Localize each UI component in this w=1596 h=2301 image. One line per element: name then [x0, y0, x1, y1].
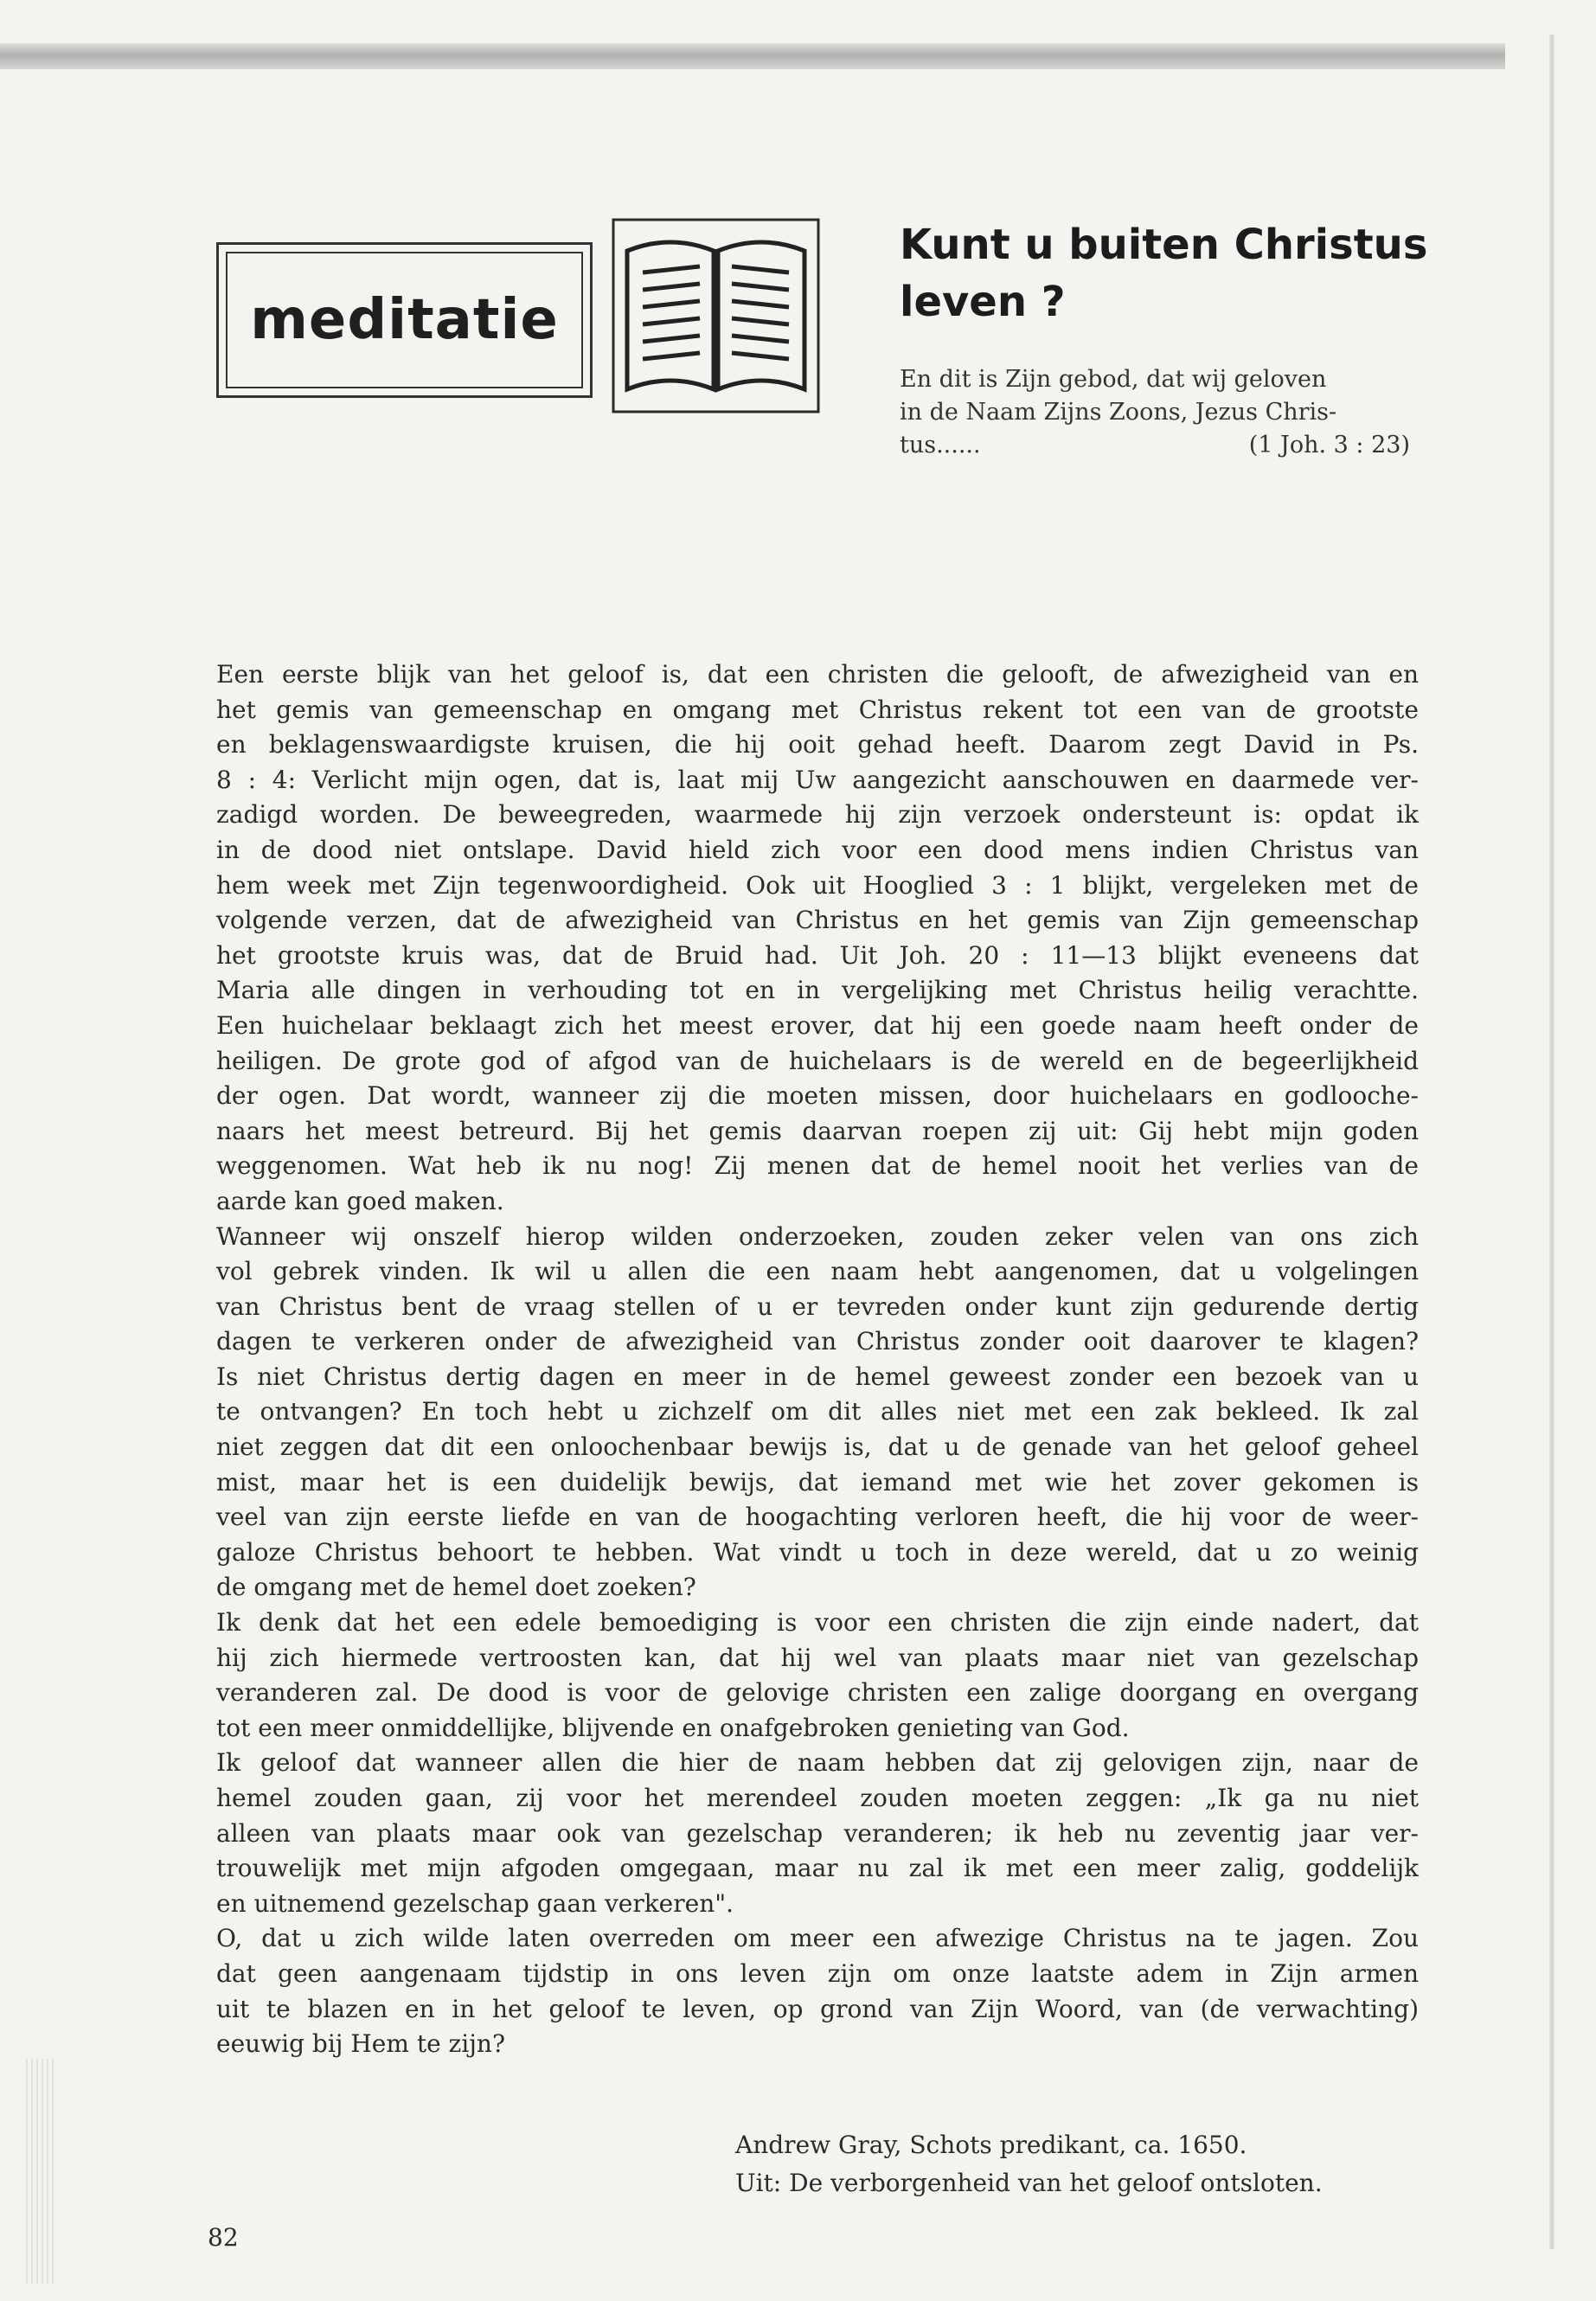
- body-line: hij zich hiermede vertroosten kan, dat hij wel van plaats maar niet van gezelschap: [216, 1643, 1419, 1672]
- title-line: leven ?: [900, 278, 1066, 326]
- scan-edge-left: [26, 2059, 57, 2284]
- body-line: galoze Christus behoort te hebben. Wat vindt u toch in deze wereld, dat u zo weinig: [216, 1537, 1419, 1567]
- body-line: weggenomen. Wat heb ik nu nog! Zij menen dat de hemel nooit het verlies van de: [216, 1151, 1419, 1181]
- body-line: mist, maar het is een duidelijk bewijs, dat iemand met wie het zover gekomen is: [216, 1467, 1419, 1497]
- body-line: van Christus bent de vraag stellen of u er tevreden onder kunt zijn gedurende dertig: [216, 1292, 1419, 1321]
- body-line: veranderen zal. De dood is voor de gelovige christen een zalige doorgang en overgang: [216, 1678, 1419, 1708]
- page-number: 82: [208, 2223, 239, 2252]
- attribution-source: Uit: De verborgenheid van het geloof ontsloten.: [735, 2169, 1323, 2197]
- body-line: en beklagenswaardigste kruisen, die hij ooit gehad heeft. Daarom zegt David in Ps.: [216, 730, 1419, 760]
- body-line: te ontvangen? En toch hebt u zichzelf om dit alles niet met een zak bekleed. Ik zal: [216, 1397, 1419, 1426]
- body-line: trouwelijk met mijn afgoden omgegaan, maar nu zal ik met een meer zalig, goddelijk: [216, 1854, 1419, 1883]
- body-line: naars het meest betreurd. Bij het gemis daarvan roepen zij uit: Gij hebt mijn goden: [216, 1116, 1419, 1145]
- body-line: vol gebrek vinden. Ik wil u allen die een naam hebt aangenomen, dat u volgelingen: [216, 1257, 1419, 1286]
- body-line: aarde kan goed maken.: [216, 1186, 504, 1215]
- body-line: de omgang met de hemel doet zoeken?: [216, 1573, 696, 1602]
- body-line: eeuwig bij Hem te zijn?: [216, 2029, 505, 2059]
- section-label-box: [216, 242, 593, 398]
- body-line: niet zeggen dat dit een onloochenbaar bewijs is, dat u de genade van het geloof geheel: [216, 1433, 1419, 1462]
- quote-reference: (1 Joh. 3 : 23): [1248, 432, 1410, 458]
- article-body: [216, 657, 1419, 2062]
- attribution: [735, 2126, 1427, 2202]
- body-line: Ik geloof dat wanneer allen die hier de naam hebben dat zij gelovigen zijn, naar de: [216, 1748, 1419, 1778]
- body-line: het grootste kruis was, dat de Bruid had. Uit Joh. 20 : 11—13 blijkt eveneens dat: [216, 940, 1419, 970]
- section-label: meditatie: [250, 288, 559, 352]
- body-line: dat geen aangenaam tijdstip in ons leven zijn om onze laatste adem in Zijn armen: [216, 1958, 1419, 1988]
- body-line: O, dat u zich wilde laten overreden om meer een afwezige Christus na te jagen. Zou: [216, 1924, 1419, 1953]
- body-line: dagen te verkeren onder de afwezigheid van Christus zonder ooit daarover te klagen?: [216, 1327, 1419, 1356]
- open-book-icon: [610, 216, 822, 415]
- scan-edge-right: [1549, 35, 1554, 2249]
- body-line: Is niet Christus dertig dagen en meer in de hemel geweest zonder een bezoek van u: [216, 1362, 1419, 1391]
- body-line: tot een meer onmiddellijke, blijvende en onafgebroken genieting van God.: [216, 1713, 1130, 1742]
- body-line: hem week met Zijn tegenwoordigheid. Ook uit Hooglied 3 : 1 blijkt, vergeleken met de: [216, 870, 1419, 900]
- body-line: der ogen. Dat wordt, wanneer zij die moeten missen, door huichelaars en godlooche-: [216, 1081, 1419, 1111]
- quote-line: in de Naam Zijns Zoons, Jezus Chris-: [900, 399, 1337, 426]
- title-line: Kunt u buiten Christus: [900, 221, 1428, 269]
- scan-edge-top: [0, 43, 1505, 69]
- body-line: veel van zijn eerste liefde en van de hoogachting verloren heeft, die hij voor de weer-: [216, 1503, 1419, 1532]
- body-line: 8 : 4: Verlicht mijn ogen, dat is, laat mij Uw aangezicht aanschouwen en daarmede ver-: [216, 765, 1419, 794]
- body-line: zadigd worden. De beweegreden, waarmede hij zijn verzoek ondersteunt is: opdat ik: [216, 800, 1419, 830]
- body-line: alleen van plaats maar ook van gezelschap veranderen; ik heb nu zeventig jaar ver-: [216, 1818, 1419, 1848]
- attribution-author: Andrew Gray, Schots predikant, ca. 1650.: [735, 2131, 1247, 2159]
- quote-line: tus......: [900, 432, 981, 458]
- body-line: heiligen. De grote god of afgod van de huichelaars is de wereld en de begeerlijkheid: [216, 1046, 1419, 1075]
- body-line: Maria alle dingen in verhouding tot en in vergelijking met Christus heilig verachtte.: [216, 976, 1419, 1005]
- quote-line: En dit is Zijn gebod, dat wij geloven: [900, 366, 1327, 393]
- body-line: uit te blazen en in het geloof te leven, op grond van Zijn Woord, van (de verwachting): [216, 1994, 1419, 2023]
- body-line: Een eerste blijk van het geloof is, dat een christen die gelooft, de afwezigheid van en: [216, 660, 1419, 689]
- quote-last-line: [900, 429, 1410, 462]
- body-line: hemel zouden gaan, zij voor het merendeel zouden moeten zeggen: „Ik ga nu niet: [216, 1784, 1419, 1812]
- body-line: het gemis van gemeenschap en omgang met Christus rekent tot een van de grootste: [216, 695, 1419, 724]
- body-line: Een huichelaar beklaagt zich het meest erover, dat hij een goede naam heeft onder de: [216, 1010, 1419, 1040]
- body-line: Ik denk dat het een edele bemoediging is voor een christen die zijn einde nadert, dat: [216, 1608, 1419, 1638]
- body-line: en uitnemend gezelschap gaan verkeren".: [216, 1888, 734, 1918]
- body-line: in de dood niet ontslape. David hield zich voor een dood mens indien Christus van: [216, 835, 1419, 864]
- article-title: [900, 216, 1453, 330]
- scripture-quote: [900, 363, 1410, 462]
- body-line: volgende verzen, dat de afwezigheid van Christus en het gemis van Zijn gemeenschap: [216, 906, 1419, 935]
- body-line: Wanneer wij onszelf hierop wilden onderzoeken, zouden zeker velen van ons zich: [216, 1221, 1419, 1251]
